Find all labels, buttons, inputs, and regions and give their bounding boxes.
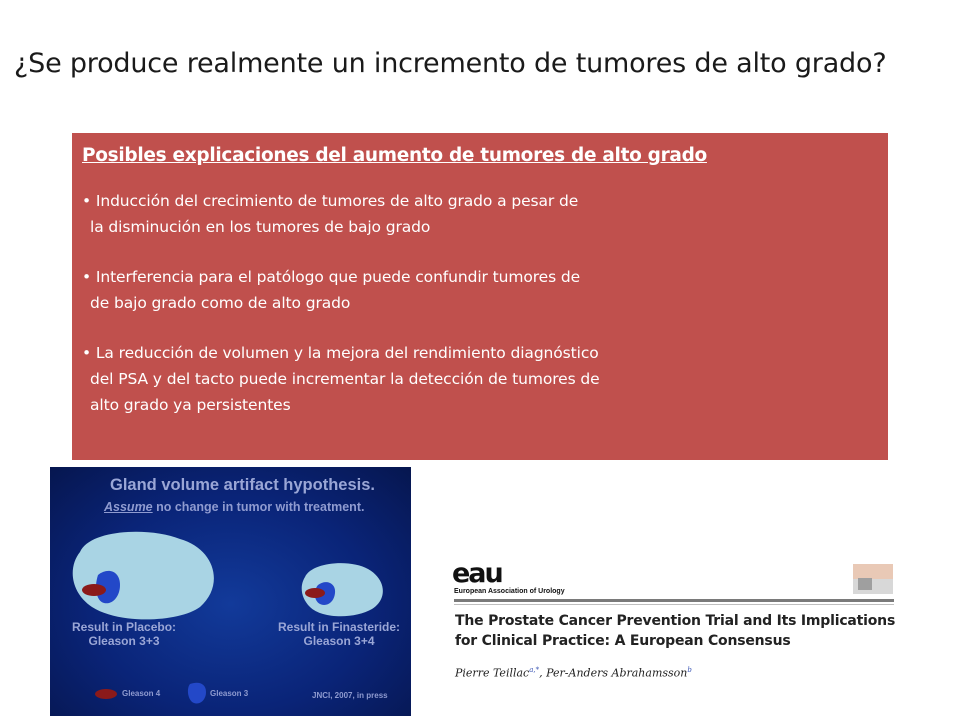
explanations-heading: Posibles explicaciones del aumento de tumores de alto grado: [82, 145, 707, 166]
bullet-text: Interferencia para el patólogo que puede confundir tumores de: [95, 268, 581, 286]
eau-logo-subtitle: European Association of Urology: [454, 588, 565, 595]
bullet-text: de bajo grado como de alto grado: [90, 294, 351, 312]
eau-logo: eau: [452, 558, 502, 589]
legend-gleason4-label: Gleason 4: [122, 689, 161, 698]
article-header: [448, 560, 896, 700]
bullet-item: • Inducción del crecimiento de tumores de alto grado a pesar de la disminución en los tumores de bajo grado: [82, 188, 876, 240]
legend-gleason4-swatch: [95, 689, 117, 699]
bullet-text: alto grado ya persistentes: [90, 396, 291, 414]
placebo-label: Result in Placebo: Gleason 3+3: [72, 620, 177, 648]
photo-slide-title: Gland volume artifact hypothesis.: [110, 476, 375, 494]
finasteride-gleason4: [305, 588, 325, 598]
bullet-text: La reducción de volumen y la mejora del rendimiento diagnóstico: [95, 344, 599, 362]
bullet-text: del PSA y del tacto puede incrementar la detección de tumores de: [90, 370, 600, 388]
bullet-text: la disminución en los tumores de bajo grado: [90, 218, 431, 236]
article-title: The Prostate Cancer Prevention Trial and Its Implications for Clinical Practice: A European Consensus: [455, 613, 896, 649]
placebo-gleason4: [82, 584, 106, 596]
gland-diagram: [50, 467, 411, 716]
bullet-item: • La reducción de volumen y la mejora del rendimiento diagnóstico del PSA y del tacto puede incrementar la detección de tumores de alto grado ya persistentes: [82, 340, 876, 418]
assume-rest: no change in tumor with treatment.: [152, 500, 365, 514]
citation: JNCI, 2007, in press: [312, 691, 388, 700]
explanations-box: [72, 133, 888, 460]
slide-title: ¿Se produce realmente un incremento de tumores de alto grado?: [14, 48, 887, 79]
legend-gleason3-swatch: [188, 683, 206, 704]
gland-volume-photo: [50, 467, 411, 716]
article-authors: Pierre Teillac$^{a,*}$, Per-Anders Abrahamsson$^b$: [455, 666, 692, 680]
divider: [454, 604, 894, 605]
legend-gleason3-label: Gleason 3: [210, 689, 249, 698]
placebo-gland: [73, 532, 214, 620]
divider: [454, 599, 894, 602]
bullet-item: • Interferencia para el patólogo que puede confundir tumores de de bajo grado como de alto grado: [82, 264, 876, 316]
assume-word: Assume: [104, 500, 153, 514]
journal-cover-thumbnail: [853, 564, 893, 594]
bullet-text: Inducción del crecimiento de tumores de alto grado a pesar de: [95, 192, 579, 210]
finasteride-label: Result in Finasteride: Gleason 3+4: [278, 620, 401, 648]
